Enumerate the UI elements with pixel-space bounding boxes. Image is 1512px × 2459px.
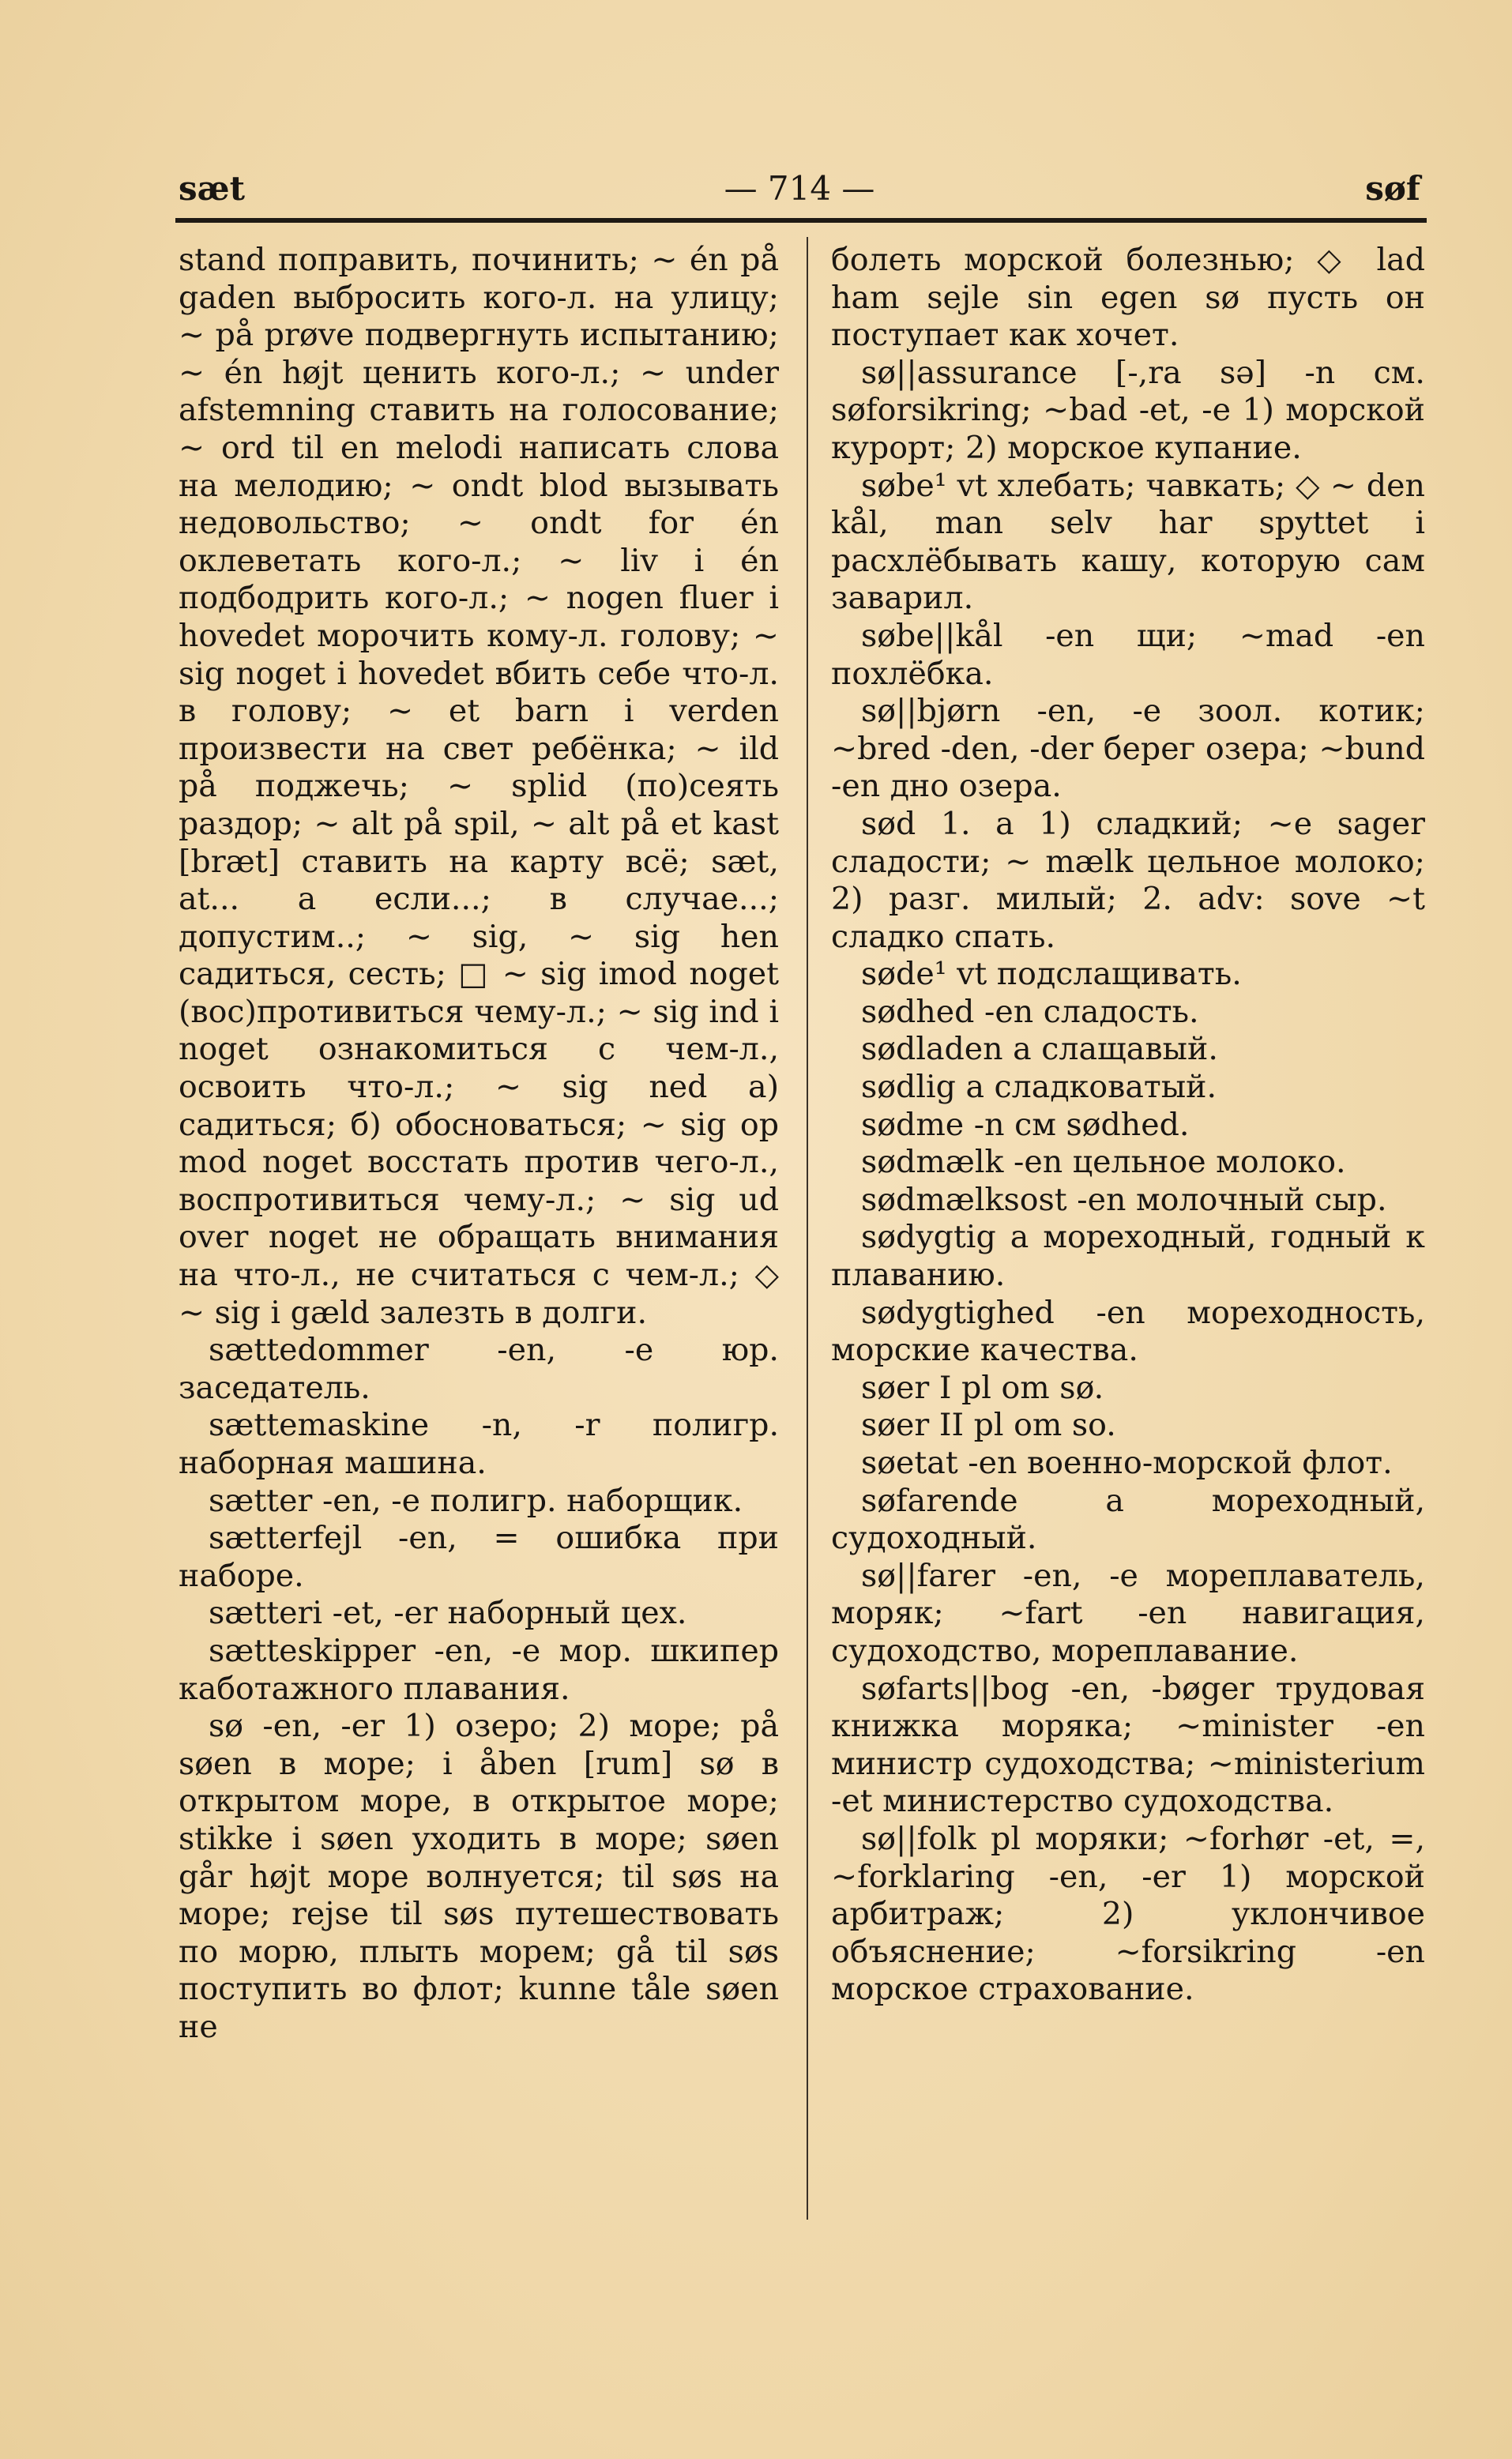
- header-guide-word-right: søf: [1365, 169, 1420, 208]
- dictionary-entry: sødygtighed -en мореходность, морские качества.: [831, 1294, 1425, 1369]
- dictionary-entry: sætter -en, -e полигр. наборщик.: [209, 1482, 743, 1519]
- dictionary-entry: sø -en, -er 1) озеро; 2) море; på søen в море; i åben [rum] sø в открытом море, в открытое море; stikke i søen уходить в море; søen går højt море волнуется; til søs на море; rejse til søs путешествовать по морю, плыть морем; gå til søs поступить во флот; kunne tåle søen не: [179, 1708, 779, 2045]
- page-number: — 714 —: [724, 169, 875, 208]
- dictionary-entry: søbe||kål -en щи; ~mad -en похлёбка.: [831, 617, 1425, 692]
- page-header: [179, 169, 1420, 220]
- dictionary-entry: sætterfejl -en, = ошибка при наборе.: [179, 1520, 779, 1594]
- dictionary-entry: søde¹ vt подслащивать.: [861, 956, 1242, 993]
- dictionary-entry: sød 1. a 1) сладкий; ~e sager сладости; ~ mælk цельное молоко; 2) разг. милый; 2. adv: sove ~t сладко спать.: [831, 805, 1425, 955]
- dictionary-entry: søbe¹ vt хлебать; чавкать; ◇ ~ den kål, man selv har spyttet i расхлёбывать кашу, которую сам заварил.: [831, 467, 1425, 617]
- dictionary-entry: sødhed -en сладость.: [861, 993, 1199, 1030]
- dictionary-entry: sødme -n см sødhed.: [861, 1106, 1190, 1143]
- dictionary-entry: sø||folk pl моряки; ~forhør -et, =, ~forklaring -en, -er 1) морской арбитраж; 2) уклончивое объяснение; ~forsikring -en морское страхование.: [831, 1820, 1425, 2008]
- dictionary-entry: sødlig a сладковатый.: [861, 1069, 1217, 1106]
- dictionary-entry: sætteskipper -en, -e мор. шкипер каботажного плавания.: [179, 1632, 779, 1707]
- dictionary-entry: søfarts||bog -en, -bøger трудовая книжка моряка; ~minister -en министр судоходства; ~ministerium -et министерство судоходства.: [831, 1670, 1425, 1820]
- dictionary-entry: sætteri -et, -er наборный цех.: [209, 1595, 687, 1632]
- dictionary-entry: sættedommer -en, -e юр. заседатель.: [179, 1332, 779, 1406]
- header-guide-word-left: sæt: [179, 169, 245, 208]
- dictionary-entry: søer I pl om sø.: [861, 1369, 1104, 1406]
- column-divider: [807, 237, 808, 2220]
- right-column: [831, 242, 1425, 2009]
- header-rule: [175, 218, 1427, 223]
- dictionary-entry: sødmælk -en цельное молоко.: [861, 1144, 1346, 1181]
- left-column: [179, 242, 779, 2047]
- dictionary-entry: sø||assurance [-,ra sə] -n см. søforsikring; ~bad -et, -e 1) морской курорт; 2) морское купание.: [831, 354, 1425, 466]
- dictionary-entry: søfarende a мореходный, судоходный.: [831, 1482, 1425, 1557]
- dictionary-entry: sættemaskine -n, -r полигр. наборная машина.: [179, 1407, 779, 1481]
- dictionary-entry: søer II pl om so.: [861, 1407, 1116, 1444]
- dictionary-entry: sø||bjørn -en, -e зоол. котик; ~bred -den, -der берег озера; ~bund -en дно озера.: [831, 693, 1425, 805]
- dictionary-entry: sødladen a слащавый.: [861, 1031, 1218, 1068]
- dictionary-entry: sødygtig a мореходный, годный к плаванию.: [831, 1219, 1425, 1294]
- dictionary-entry: sø||farer -en, -e мореплаватель, моряк; ~fart -en навигация, судоходство, мореплавание.: [831, 1557, 1425, 1669]
- entry-continuation: stand поправить, починить; ~ én på gaden выбросить кого-л. на улицу; ~ på prøve подвергнуть испытанию; ~ én højt ценить кого-л.; ~ under afstemning ставить на голосование; ~ ord til en melodi написать слова на мелодию; ~ ondt blod вызывать недовольство; ~ ondt for én оклеветать кого-л.; ~ liv i én подбодрить кого-л.; ~ nogen fluer i hovedet морочить кому-л. голову; ~ sig noget i hovedet вбить себе что-л. в голову; ~ et barn i verden произвести на свет ребёнка; ~ ild på поджечь; ~ splid (по)сеять раздор; ~ alt på spil, ~ alt på et kast [bræt] ставить на карту всё; sæt, at... а если...; в случае...; допустим..; ~ sig, ~ sig hen садиться, сесть; □ ~ sig imod noget (вос)противиться чему-л.; ~ sig ind i noget ознакомиться с чем-л., освоить что-л.; ~ sig ned а) садиться; б) обосноваться; ~ sig op mod noget восстать против чего-л., воспротивиться чему-л.; ~ sig ud over noget не обращать внимания на что-л., не считаться с чем-л.; ◇ ~ sig i gæld залезть в долги.: [179, 242, 779, 1331]
- dictionary-entry: sødmælksost -en молочный сыр.: [861, 1181, 1387, 1218]
- entry-continuation: болеть морской болезнью; ◇ lad ham sejle sin egen sø пусть он поступает как хочет.: [831, 242, 1425, 354]
- dictionary-entry: søetat -en военно-морской флот.: [861, 1445, 1393, 1481]
